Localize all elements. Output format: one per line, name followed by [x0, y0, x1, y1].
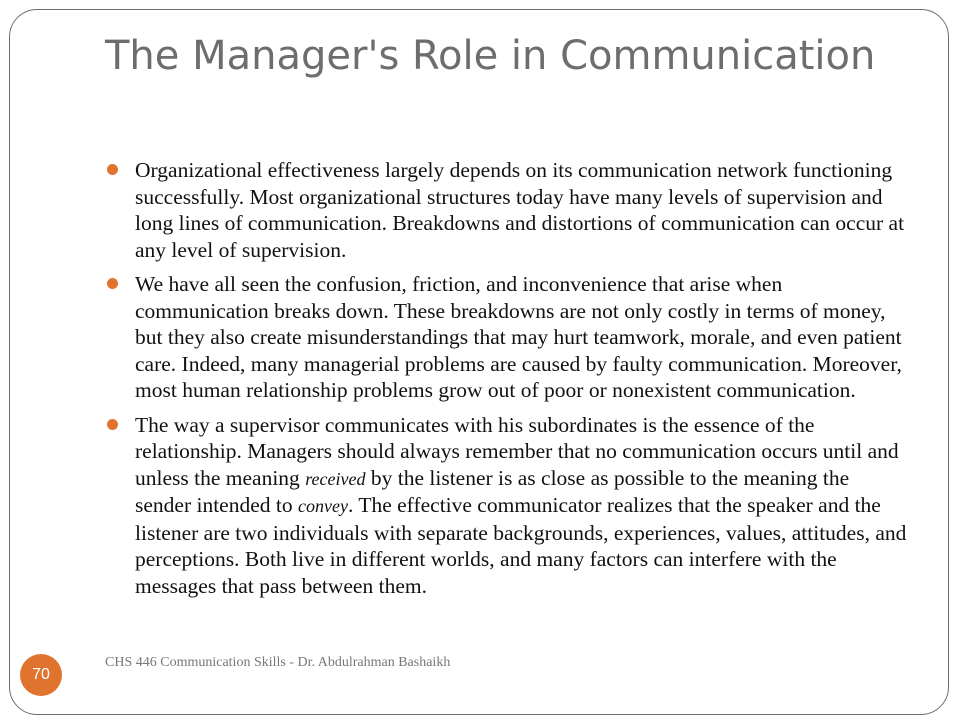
slide-title: The Manager's Role in Communication [105, 33, 876, 79]
footer-text: CHS 446 Communication Skills - Dr. Abdulrahman Bashaikh [105, 655, 451, 670]
emphasis-received: received [305, 468, 366, 489]
bullet-dot-icon [107, 278, 118, 289]
bullet-item [107, 271, 907, 404]
emphasis-convey: convey [298, 496, 348, 516]
bullet-text [135, 412, 907, 600]
bullet-dot-icon [107, 164, 118, 175]
bullet-text: We have all seen the confusion, friction, and inconvenience that arise when communication breaks down. These breakdowns are not only costly in terms of money, but they also create misunderstandings that may hurt teamwork, morale, and even patient care. Indeed, many managerial problems are caused by faulty communication. Moreover, most human relationship problems grow out of poor or nonexistent communication. [135, 272, 902, 402]
bullet-text: Organizational effectiveness largely depends on its communication network functioning successfully. Most organizational structures today have many levels of supervision and long lines of communication. Breakdowns and distortions of communication can occur at any level of supervision. [135, 158, 905, 262]
bullet-text-part: . The effective communicator realizes that the speaker and the listener are two individuals with separate backgrounds, experiences, values, attitudes, and perceptions. Both live in different worlds, and many factors can interfere with the messages that pass between them. [135, 493, 907, 598]
bullet-list [107, 157, 907, 607]
bullet-item [107, 157, 907, 263]
bullet-item [107, 412, 907, 600]
bullet-text-part: The way a supervisor communicates with his subordinates is the essence of the relationship. Managers should always remember that no communication occurs until and unless the meaning [135, 412, 899, 490]
page-number-badge: 70 [20, 654, 62, 696]
bullet-dot-icon [107, 419, 118, 430]
bullet-text-part: by the listener is as close as possible to the meaning the sender intended to [135, 465, 850, 517]
